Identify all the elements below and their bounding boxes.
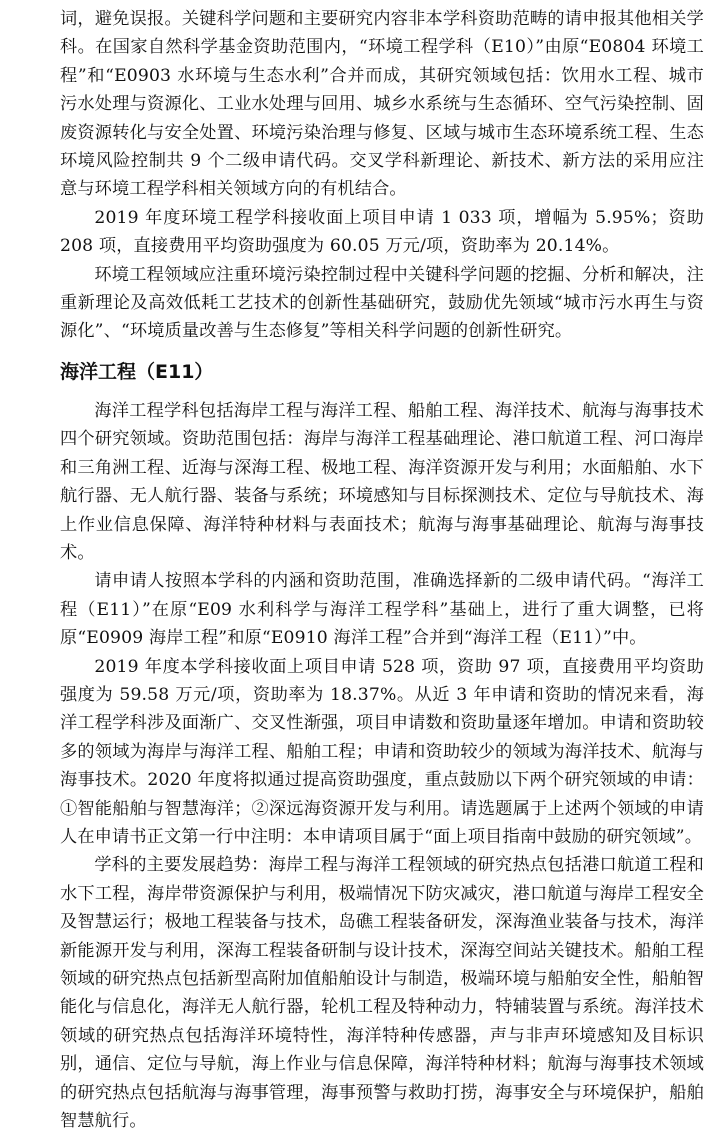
env-paragraph-1: 词，避免误报。关键科学问题和主要研究内容非本学科资助范畴的请申报其他相关学科。在国家自然科学基金资助范围内，“环境工程学科（E10）”由原“E0804 环境工程”和“E0903 水环境与生态水利”合并而成，其研究领域包括：饮用水工程、城市污水处理与资源化、工业水处理与回用、城乡水系统与生态循环、空气污染控制、固废资源转化与安全处置、环境污染治理与修复、区域与城市生态环境系统工程、生态环境风险控制共 9 个二级申请代码。交叉学科新理论、新技术、新方法的采用应注意与环境工程学科相关领域方向的有机结合。 [60, 9, 704, 200]
env-paragraph-3: 环境工程领域应注重环境污染控制过程中关键科学问题的挖掘、分析和解决，注重新理论及高效低耗工艺技术的创新性基础研究，鼓励优先领域“城市污水再生与资源化”、“环境质量改善与生态修复”等相关科学问题的创新性研究。 [60, 264, 704, 342]
ocean-paragraph-4: 学科的主要发展趋势：海岸工程与海洋工程领域的研究热点包括港口航道工程和水下工程，海岸带资源保护与利用，极端情况下防灾减灾，港口航道与海岸工程安全及智慧运行；极地工程装备与技术，岛礁工程装备研发，深海渔业装备与技术，海洋新能源开发与利用，深海工程装备研制与设计技术，深海空间站关键技术。船舶工程领域的研究热点包括新型高附加值船舶设计与制造，极端环境与船舶安全性，船舶智能化与信息化，海洋无人航行器，轮机工程及特种动力，特辅装置与系统。海洋技术领域的研究热点包括海洋环境特性，海洋特种传感器，声与非声环境感知及目标识别，通信、定位与导航，海上作业与信息保障，海洋特种材料；航海与海事技术领域的研究热点包括航海与海事管理，海事预警与救助打捞，海事安全与环境保护，船舶智慧航行。 [60, 855, 704, 1132]
ocean-paragraph-3: 2019 年度本学科接收面上项目申请 528 项，资助 97 项，直接费用平均资助强度为 59.58 万元/项，资助率为 18.37%。从近 3 年申请和资助的情况来看，海洋工程学科涉及面渐广、交叉性渐强，项目申请数和资助量逐年增加。申请和资助较多的领域为海岸与海洋工程、船舶工程；申请和资助较少的领域为海洋技术、航海与海事技术。2020 年度将拟通过提高资助强度，重点鼓励以下两个研究领域的申请：①智能船舶与智慧海洋；②深远海资源开发与利用。请选题属于上述两个领域的申请人在申请书正文第一行中注明：本申请项目属于“面上项目指南中鼓励的研究领域”。 [60, 656, 704, 847]
section-heading-ocean: 海洋工程（E11） [60, 360, 214, 383]
ocean-paragraph-1: 海洋工程学科包括海岸工程与海洋工程、船舶工程、海洋技术、航海与海事技术四个研究领域。资助范围包括：海岸与海洋工程基础理论、港口航道工程、河口海岸和三角洲工程、近海与深海工程、极地工程、海洋资源开发与利用；水面船舶、水下航行器、无人航行器、装备与系统；环境感知与目标探测技术、定位与导航技术、海上作业信息保障、海洋特种材料与表面技术；航海与海事基础理论、航海与海事技术。 [60, 400, 704, 563]
ocean-paragraph-2: 请申请人按照本学科的内涵和资助范围，准确选择新的二级申请代码。“海洋工程（E11）”在原“E09 水利科学与海洋工程学科”基础上，进行了重大调整，已将原“E0909 海岸工程”和原“E0910 海洋工程”合并到“海洋工程（E11）”中。 [60, 571, 704, 649]
env-paragraph-2: 2019 年度环境工程学科接收面上项目申请 1 033 项，增幅为 5.95%；资助 208 项，直接费用平均资助强度为 60.05 万元/项，资助率为 20.14%。 [60, 207, 704, 257]
